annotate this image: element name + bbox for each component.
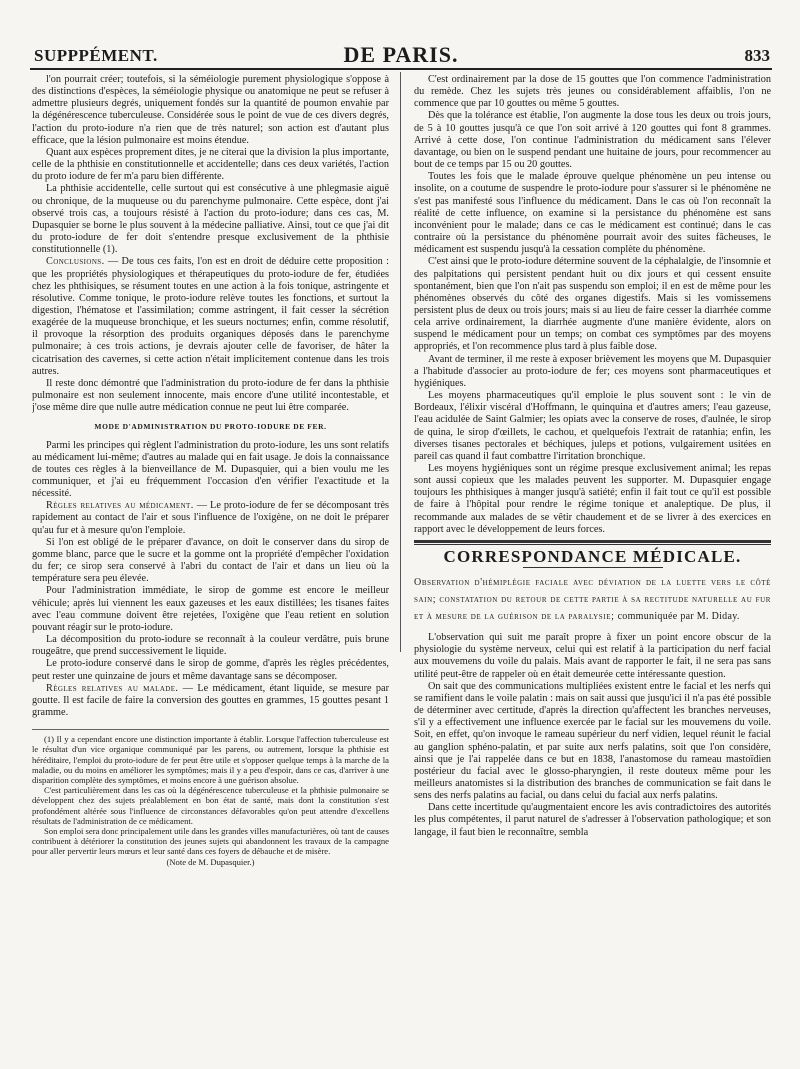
paragraph: Dans cette incertitude qu'augmentaient encore les avis contradictoires des autorités les plus compétentes, il parut naturel de s'adresser à l'observation pathologique; et son langage, il faut bien le reconnaître, sembla [414,802,771,838]
spacer [414,625,771,632]
left-column [32,74,389,1050]
section-title: CORRESPONDANCE MÉDICALE. [443,546,742,566]
right-column [414,74,771,1050]
paragraph: Il reste donc démontré que l'administration du proto-iodure de fer dans la phthisie pulmonaire est non seulement innocente, mais encore d'une utilité incontestable, et j'ose même dire que nulle autre médication connue ne peut lui être comparée. [32,377,389,414]
paragraph: C'est ordinairement par la dose de 15 gouttes que l'on commence l'administration du remède. Chez les sujets très jeunes ou considérablement affaiblis, l'on ne commence que par 10 gouttes ou même 5 gouttes. [414,74,771,110]
paragraph: Les moyens hygiéniques sont un régime presque exclusivement animal; les repas sont aussi copieux que les malades peuvent les supporter. M. Dupasquier engage toujours les phthisiques à manger jusqu'à satiété; enfin il fait tout ce qu'il est possible de faire à l'hôpital pour rendre le régime tonique et analeptique. De plus, il recommande aux malades de se vêtir chaudement et de se livrer à des exercices en rapport avec le développement de leurs forces. [414,463,771,535]
paragraph: Les moyens pharmaceutiques qu'il emploie le plus souvent sont : le vin de Bordeaux, l'élixir viscéral d'Hoffmann, le quinquina et d'autres amers; l'eau gazeuse, l'eau acidulée de Saint Galmier; les opiats avec la conserve de roses, d'aulnée, le sirop de quina, le sirop d'œillets, le cachou, et quelquefois l'extrait de ratanhia; enfin, les diverses tisanes pectorales et béchiques, juleps et potions, vulgairement usitées en pareil cas quand il faut combattre l'irritation bronchique. [414,390,771,462]
rules-patient-label: Règles relatives au malade. [46,682,179,694]
rules-drug-label: Règles relatives au médicament. [46,500,194,512]
footnote: C'est particulièrement dans les cas où la dégénérescence tuberculeuse et la phthisie pulmonaire se développent chez des sujets préalablement en bon état de santé, mais dont la constitution s'est profondément altérée sous l'influence de circonstances défavorables qu'on peut attendre d'excellens résultats de l'administration de ce médicament. [32,785,389,826]
observation-title [414,574,771,625]
observation-byline: communiquée par M. Diday. [617,611,740,623]
paragraph: Parmi les principes qui règlent l'administration du proto-iodure, les uns sont relatifs au médicament lui-même; d'autres au malade qui en fait usage. Je dois la connaissance de toutes ces règles à la bienveillance de M. Dupasquier, qui a bien voulu me les communiquer, et j'ai eu fréquemment l'occasion d'en vérifier l'exactitude et la nécessité. [32,439,389,500]
paragraph [32,256,389,378]
footnotes [32,729,389,867]
section-rule-thin [414,544,771,545]
newspaper-page [30,42,772,1052]
header-left-title: SUPPPÉMENT. [34,46,158,65]
footnote: Son emploi sera donc principalement utile dans les grandes villes manufacturières, où tant de causes contribuent à détériorer la constitution des jeunes sujets qui abandonnent les travaux de la campagne pour aller pervertir leurs mœurs et leur santé dans ces foyers de débauche et de misère. [32,825,389,857]
paragraph: Si l'on est obligé de le préparer d'avance, on doit le conserver dans du sirop de gomme blanc, parce que le sucre et la gomme ont la propriété d'empêcher l'oxidation du fer; ce sirop sera conservé à l'abri du contact de l'air et dans un lieu où la température sera peu élevée. [32,536,389,585]
paragraph: La décomposition du proto-iodure se reconnaît à la couleur verdâtre, puis brune rougeâtre, que prend successivement le liquide. [32,634,389,658]
paragraph: l'on pourrait créer; toutefois, si la séméiologie purement physiologique s'oppose à des distinctions d'espèces, la séméiologie physique ou anatomique ne peut se refuser à admettre plusieurs degrés, uniquement fondés sur la quantité de poumon envahie par la dégénérescence tuberculeuse. Considérée sous le point de vue de ces divers degrés, l'action du proto-iodure n'a rien que de très naturel; son action est d'autant plus efficace, que la lésion pulmonaire est moins étendue. [32,74,389,146]
paragraph: La phthisie accidentelle, celle surtout qui est consécutive à une phlegmasie aiguë ou chronique, de la muqueuse ou du parenchyme pulmonaire. Cette espèce, dont j'ai observé trois cas, a toujours résisté à l'action du proto-iodure; dans ces cas, M. Dupasquier se borne le plus souvent à la médecine palliative. Ainsi, tout ce que j'ai dit du proto-iodure de fer doit s'entendre presque exclusivement de la phthisie constitutionnelle (1). [32,183,389,256]
conclusions-label: Conclusions. [46,256,105,268]
paragraph: Avant de terminer, il me reste à exposer brièvement les moyens que M. Dupasquier a l'habitude d'associer au proto-iodure de fer; ces moyens sont pharmaceutiques et hygiéniques. [414,353,771,389]
title-underline [523,567,663,568]
footnote-signature: (Note de M. Dupasquier.) [166,856,255,867]
footnote: (1) Il y a cependant encore une distinction importante à établir. Lorsque l'affection tuberculeuse est le résultat d'un vice organique communiqué par les parens, ou autrement, lorsque la phthisie est héréditaire, l'emploi du proto-iodure de fer peut être utile et s'opposer quelque temps à la marche de la maladie, ou du moins en améliorer les symptômes; mais il y a peu d'espoir, dans ce cas, d'arriver à une disparition complète des symptômes, et moins encore à une guérison absolue. [32,734,389,785]
paragraph: Toutes les fois que le malade éprouve quelque phénomène un peu intense ou insolite, on a coutume de suspendre le proto-iodure pour s'assurer si le phénomène ne s'est pas manifesté sous l'influence du médicament. Dans le cas où l'on reconnaît la réalité de cette influence, on examine si la persistance du phénomène est sans inconvénient pour le malade; dans ce cas le médicament est continué; dans le cas contraire où la persistance du phénomène pourrait avoir des suites fâcheuses, le médicament est suspendu jusqu'à la cessation complète du phénomène. [414,171,771,256]
paragraph: Dès que la tolérance est établie, l'on augmente la dose tous les deux ou trois jours, de 5 à 10 gouttes jusqu'à ce que l'on soit arrivé à 120 gouttes qui font 8 grammes. Arrivé à cette dose, l'on continue l'administration du médicament sans l'élever davantage, ou bien on le suspend pendant une huitaine de jours, pour recommencer au bout de ce temps par 15 ou 20 gouttes. [414,110,771,171]
section-rule-thick [414,540,771,543]
paragraph: Quant aux espèces proprement dites, je ne citerai que la division la plus importante, celle de la phthisie en constitutionnelle et accidentelle; dans ces deux variétés, l'action du proto iodure de fer m'a paru bien différente. [32,146,389,183]
observation-title-text: Observation d'hémiplégie faciale avec déviation de la luette vers le côté sain; constatation du retour de cette partie à sa rectitude naturelle au fur et à mesure de la guérison de la paralysie; [414,577,771,623]
paragraph: L'observation qui suit me paraît propre à fixer un point encore obscur de la physiologie du système nerveux, celui qui est relatif à la participation du nerf facial aux mouvemens du voile du palais. Mais avant de rapporter le fait, il ne sera pas sans utilité peut-être de rappeler où en était demeurée cette intéressante question. [414,632,771,680]
columns [30,74,772,1050]
paragraph-text: — De tous ces faits, l'on est en droit de déduire cette proposition : que les propriétés physiologiques et thérapeutiques du proto-iodure de fer, étudiées chez les phthisiques, se résument toutes en une action à la fois tonique, astringente et résolutive. Comme tonique, le proto-iodure relève toutes les fonctions, et surtout la digestion, l'hématose et l'assimilation; comme astringent, il fait cesser la sécrétion exagérée de la muqueuse bronchique, et les sueurs nocturnes; enfin, comme résolutif, il provoque la résorption des produits organiques déposés dans le parenchyme pulmonaire; à ces trois actions, je devrais ajouter celle de favoriser, de hâter la cicatrisation des cavernes, si cette action n'était implicitement contenue dans les trois autres. [32,256,389,377]
header-center-title: DE PARIS. [343,42,459,67]
paragraph [32,500,389,536]
section-subheading: MODE D'ADMINISTRATION DU PROTO-IODURE DE FER. [94,422,327,432]
paragraph: C'est ainsi que le proto-iodure détermine souvent de la céphalalgie, de l'insomnie et des palpitations qui persistent pendant huit ou dix jours et qui cessent ensuite spontanément, bien que l'on n'ait pas suspendu son emploi; il en est de même pour les phénomènes observés du côté des organes digestifs. Mais si les vomissemens persistent plus de deux ou trois jours; mais si au lieu de faire cesser la diarrhée comme cela arrive ordinairement, la diarrhée augmente d'une manière évidente, alors on suspend le médicament pour un temps; on combat ces symptômes par des moyens appropriés, et l'on recommence plus tard à plus faible dose. [414,256,771,353]
paragraph: Le proto-iodure conservé dans le sirop de gomme, d'après les règles précédentes, peut rester une quinzaine de jours et même davantage sans se décomposer. [32,658,389,682]
paragraph-text: — Le proto-iodure de fer se décomposant très rapidement au contact de l'air et sous l'influence de l'oxigène, on ne doit le préparer qu'au fur et à mesure qu'on l'emploie. [32,500,389,536]
paragraph: On sait que des communications multipliées existent entre le facial et les nerfs qui se ramifient dans le voile palatin : mais on sait aussi que jusqu'ici il n'a pas été possible de déterminer avec certitude, d'après la direction qu'affectent les branches nerveuses, s'il y a effectivement une influence exercée par le facial sur les mouvemens du voile. Soit, en effet, qu'on invoque le rameau supérieur du nerf vidien, lequel réunit le facial au ganglion sphéno-palatin, et par suite aux nerfs palatins, soit que l'on considère, ainsi que je l'ai rappelée dans ce but en 1838, l'anastomose du rameau mastoïdien postérieur du facial avec le glosso-pharyngien, il reste douteux même pour les meilleurs anatomistes si la distribution des branches de communication se fait dans le sens des nerfs palatins au facial, ou dans celui du facial aux nerfs palatins. [414,680,771,802]
paragraph-text: — Le médicament, étant liquide, se mesure par goutte. Il est facile de faire la conversion des gouttes en grammes, 15 gouttes pesant 1 gramme. [32,682,389,718]
page-number: 833 [744,46,770,65]
paragraph: Pour l'administration immédiate, le sirop de gomme est encore le meilleur véhicule; après lui viennent les eaux gazeuses et les eaux distillées; les tisanes faites avec l'eau commune doivent être rejetées, l'oxigène que l'eau retient en solution pouvant réagir sur le proto-iodure. [32,585,389,633]
page-header [30,42,772,70]
paragraph [32,683,389,719]
